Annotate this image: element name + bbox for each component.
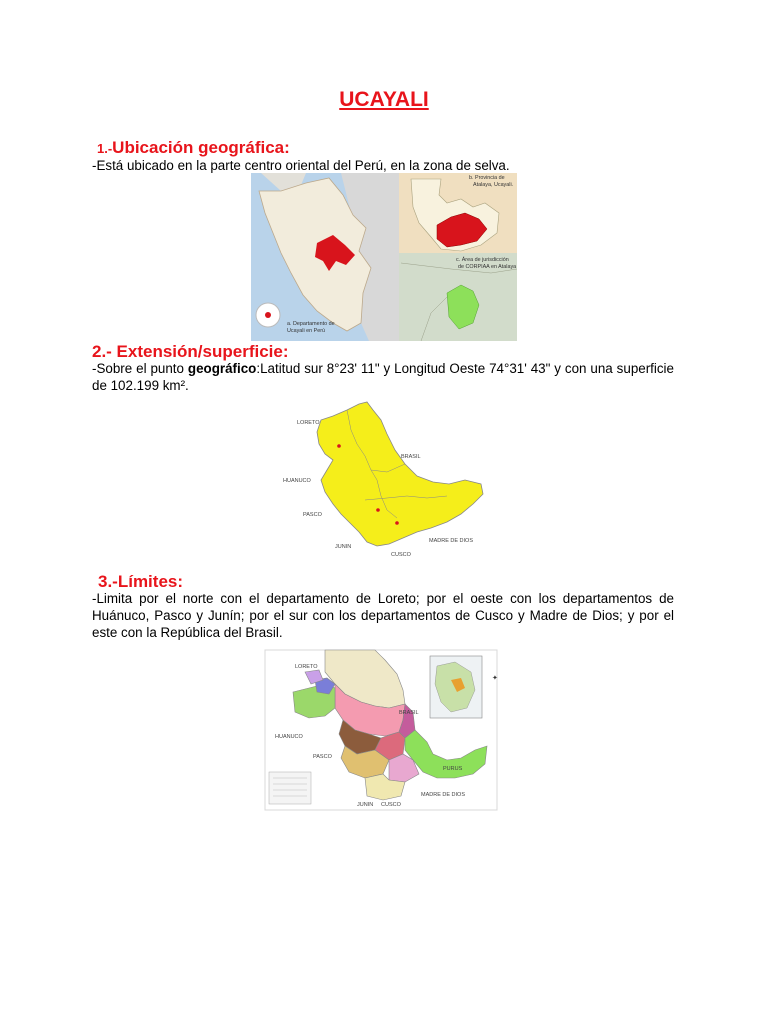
limits-map	[265, 650, 497, 810]
section-2-heading: 2.- Extensión/superficie:	[92, 342, 289, 361]
map-legend-box	[269, 772, 311, 804]
section-3-text: -Limita por el norte con el departamento de Loreto; por el oeste con los departamentos de Huánuco, Pasco y Junín; por el sur con los departamentos de Cusco y Madre de Dios; y por el este con la República del Brasil.	[92, 591, 674, 640]
page-title: UCAYALI	[339, 88, 429, 111]
map2-label-brasil: BRASIL	[401, 454, 421, 460]
section-1-heading	[97, 138, 290, 158]
section-2-text	[92, 360, 674, 394]
map2-label-junin: JUNIN	[335, 544, 352, 550]
section-2-text-start: -Sobre el punto	[92, 361, 188, 376]
map1-label-a-line2: Ucayali en Perú	[287, 328, 326, 334]
section-2-text-bold: geográfico	[187, 361, 257, 376]
map3-label-madre: MADRE DE DIOS	[421, 792, 466, 798]
map2-label-pasco: PASCO	[303, 512, 322, 518]
map1-label-a-line1: a. Departamento de	[287, 321, 335, 327]
map2-label-loreto: LORETO	[297, 420, 320, 426]
section-3-heading: 3.-Límites:	[98, 572, 184, 591]
map3-label-pasco: PASCO	[313, 754, 332, 760]
map2-label-cusco: CUSCO	[391, 552, 411, 558]
map3-label-cusco: CUSCO	[381, 802, 401, 808]
map3-label-loreto: LORETO	[295, 664, 318, 670]
section-2-text-end: :Latitud sur 8°23' 11" y Longitud Oeste 74°31' 43" y con una superficie de 102.199 km².	[92, 361, 674, 393]
location-map-composite	[251, 173, 517, 341]
map1-label-c-line2: de CORPIAA en Atalaya	[458, 264, 517, 270]
map2-label-madre: MADRE DE DIOS	[429, 538, 474, 544]
section-1-text: -Está ubicado en la parte centro oriental del Perú, en la zona de selva.	[92, 158, 510, 173]
location-map-graphic	[251, 173, 517, 341]
map1-label-b-line1: b. Provincia de	[469, 175, 505, 181]
extension-map-graphic	[277, 400, 489, 560]
map1-label-c-line1: c. Área de jurisdicción	[456, 257, 509, 263]
map3-label-junin: JUNIN	[357, 802, 374, 808]
map3-label-purus: PURUS	[443, 766, 463, 772]
section-1-number: 1.-	[97, 141, 113, 156]
map2-label-huanuco: HUANUCO	[283, 478, 311, 484]
section-1-title: Ubicación geográfica:	[112, 138, 290, 157]
map3-label-brasil: BRASIL	[399, 710, 419, 716]
limits-map-graphic	[265, 650, 497, 810]
map1-label-b-line2: Atalaya, Ucayali.	[473, 182, 514, 188]
extension-map	[277, 400, 489, 560]
map3-label-huanuco: HUANUCO	[275, 734, 303, 740]
compass-icon: ✦	[492, 675, 498, 682]
